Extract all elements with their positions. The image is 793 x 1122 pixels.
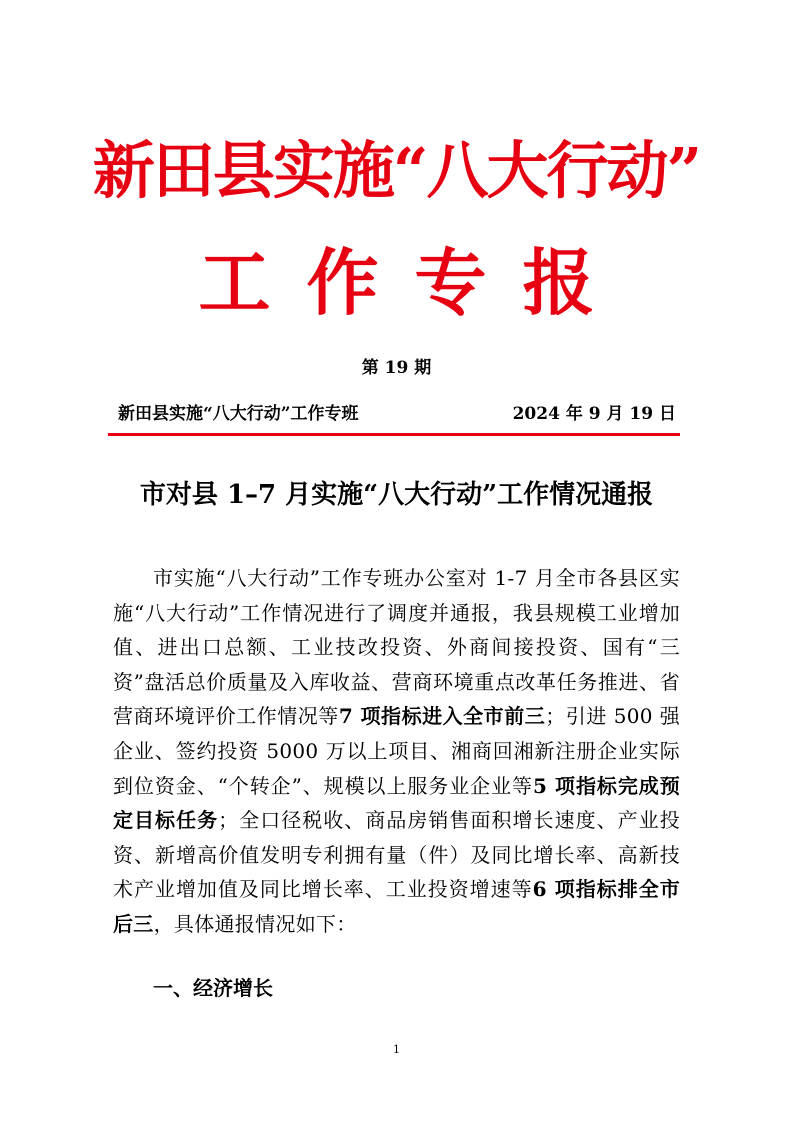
body-bold-bottom-three: 6 项指标排全市后三 bbox=[113, 877, 681, 936]
body-paragraph bbox=[113, 561, 680, 942]
body-bold-targets-met: 5 项指标完成预定目标任务 bbox=[113, 773, 681, 833]
body-text-part2: ；引进 500 强企业、签约投资 5000 万以上项目、湘商回湘新注册企业实际到位资金、“个转企”、规模以上服务业企业等 bbox=[113, 704, 680, 798]
issuer-row bbox=[118, 400, 678, 428]
body-text-part1: 市实施“八大行动”工作专班办公室对 1-7 月全市各县区实施“八大行动”工作情况进行了调度并通报，我县规模工业增加值、进出口总额、工业技改投资、外商间接投资、国有“三资”盘活总价质量及入库收益、营商环境重点改革任务推进、省营商环境评价工作情况等 bbox=[113, 566, 680, 729]
masthead-title-line1: 新田县实施“八大行动” bbox=[92, 134, 701, 207]
issue-date: 2024 年 9 月 19 日 bbox=[512, 404, 676, 424]
body-bold-top-three: 7 项指标进入全市前三 bbox=[338, 704, 546, 729]
body-text-part3: ；全口径税收、商品房销售面积增长速度、产业投资、新增高价值发明专利拥有量（件）及同比增长率、高新技术产业增加值及同比增长率、工业投资增速等 bbox=[113, 808, 680, 902]
issuer-name: 新田县实施“八大行动”工作专班 bbox=[118, 404, 359, 424]
document-heading: 市对县 1–7 月实施“八大行动”工作情况通报 bbox=[139, 480, 654, 510]
page-number: 1 bbox=[393, 1043, 400, 1056]
masthead-title-line2: 工作专报 bbox=[198, 240, 631, 325]
body-text-part4: ，具体通报情况如下： bbox=[153, 911, 357, 936]
issue-number: 第 19 期 bbox=[361, 358, 432, 378]
red-divider-rule bbox=[108, 433, 680, 436]
section-heading-economic-growth: 一、经济增长 bbox=[153, 976, 273, 1000]
